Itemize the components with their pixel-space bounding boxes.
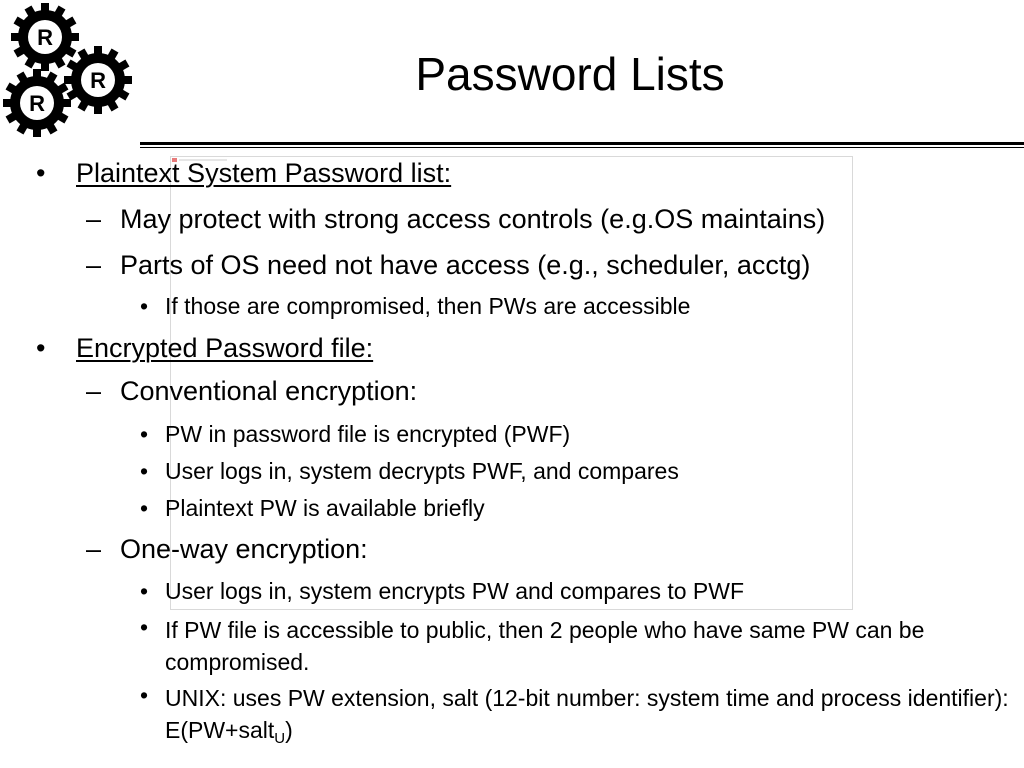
bullet-item xyxy=(36,333,373,364)
bullet-marker: • xyxy=(140,682,149,708)
bullet-text: If those are compromised, then PWs are accessible xyxy=(165,293,691,319)
bullet-item xyxy=(140,614,1024,678)
gear-right xyxy=(64,46,132,114)
bullet-marker: • xyxy=(140,458,149,484)
bullet-text: Conventional encryption: xyxy=(120,376,418,406)
bullet-item xyxy=(36,158,451,189)
bullet-marker: • xyxy=(140,421,149,447)
gears-logo xyxy=(0,0,140,140)
bullet-text-end: ) xyxy=(285,717,293,743)
bullet-item xyxy=(86,204,825,235)
gear-letter: R xyxy=(37,25,53,50)
bullet-text: Plaintext System Password list: xyxy=(76,158,452,188)
bullet-marker: • xyxy=(36,158,46,188)
bullet-item xyxy=(86,534,368,565)
bullet-text: Parts of OS need not have access (e.g., scheduler, acctg) xyxy=(120,250,811,280)
bullet-item xyxy=(140,421,570,448)
dash-marker: – xyxy=(86,534,102,564)
bullet-item xyxy=(140,495,485,522)
bullet-marker: • xyxy=(140,614,149,640)
subscript: U xyxy=(274,730,286,747)
gear-bottom xyxy=(3,69,71,137)
bullet-item xyxy=(140,578,744,605)
bullet-marker: • xyxy=(140,293,149,319)
bullet-marker: • xyxy=(140,578,149,604)
dash-marker: – xyxy=(86,204,102,234)
bullet-item xyxy=(86,250,810,281)
slide-title: Password Lists xyxy=(415,48,725,100)
bullet-text: If PW file is accessible to public, then 2 people who have same PW can be compromised. xyxy=(165,617,925,675)
bullet-text: User logs in, system encrypts PW and compares to PWF xyxy=(165,578,745,604)
bullet-text: PW in password file is encrypted (PWF) xyxy=(165,421,571,447)
title-divider xyxy=(140,142,1024,145)
bullet-item xyxy=(140,682,1024,755)
bullet-text: Plaintext PW is available briefly xyxy=(165,495,485,521)
bullet-item xyxy=(140,458,679,485)
bullet-item xyxy=(86,376,417,407)
dash-marker: – xyxy=(86,376,102,406)
gear-letter: R xyxy=(90,68,106,93)
bullet-text: Encrypted Password file: xyxy=(76,333,374,363)
dash-marker: – xyxy=(86,250,102,280)
bullet-text: One-way encryption: xyxy=(120,534,368,564)
bullet-marker: • xyxy=(140,495,149,521)
title-divider-thin xyxy=(140,147,1024,148)
bullet-text: May protect with strong access controls (e.g.OS maintains) xyxy=(120,204,826,234)
gear-letter: R xyxy=(29,91,45,116)
bullet-text xyxy=(165,682,1024,755)
bullet-text: User logs in, system decrypts PWF, and compares xyxy=(165,458,679,484)
bullet-item xyxy=(140,293,690,320)
bullet-marker: • xyxy=(36,333,46,363)
gear-top xyxy=(11,3,79,71)
bullet-text-main: UNIX: uses PW extension, salt (12-bit number: system time and process identifier): E(PW+salt xyxy=(165,685,1009,743)
